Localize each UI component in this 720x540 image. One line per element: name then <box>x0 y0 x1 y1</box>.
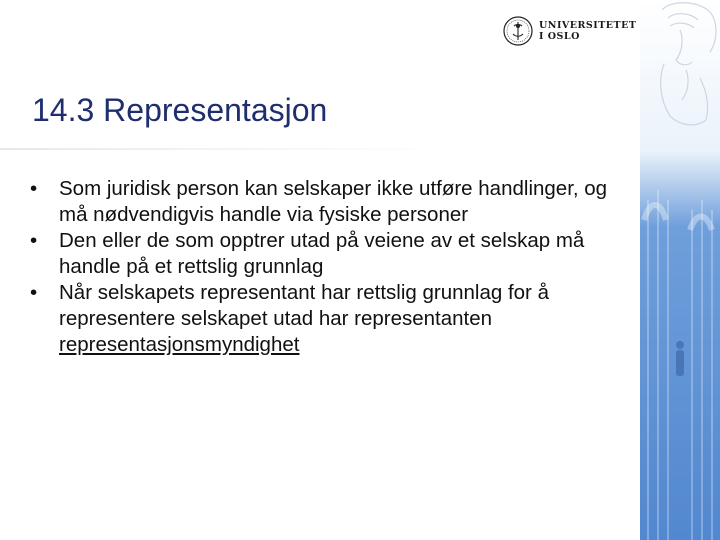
bullet-item <box>30 228 630 280</box>
bullet-icon: • <box>30 229 38 252</box>
university-logo <box>503 14 636 48</box>
university-seal-icon <box>503 14 533 48</box>
logo-line2: I OSLO <box>539 31 580 42</box>
slide-title: 14.3 Representasjon <box>32 92 328 128</box>
underlined-term: representasjonsmyndighet <box>59 333 300 356</box>
bullet-item <box>30 176 630 228</box>
bullet-text: Den eller de som opptrer utad på veiene av et selskap må handle på et rettslig grunnlag <box>59 229 585 278</box>
bullet-icon: • <box>30 177 38 200</box>
bullet-text: Som juridisk person kan selskaper ikke utføre handlinger, og må nødvendigvis handle via fysiske personer <box>59 177 608 226</box>
bullet-icon: • <box>30 281 38 304</box>
title-divider <box>0 148 640 150</box>
bullet-text: Når selskapets representant har rettslig grunnlag for å representere selskapet utad har representanten <box>59 281 549 330</box>
bullet-list <box>30 176 630 358</box>
side-panel-illustration <box>640 0 720 540</box>
logo-line1: UNIVERSITETET <box>539 20 637 31</box>
bullet-item <box>30 280 630 358</box>
decorative-side-panel <box>640 0 720 540</box>
